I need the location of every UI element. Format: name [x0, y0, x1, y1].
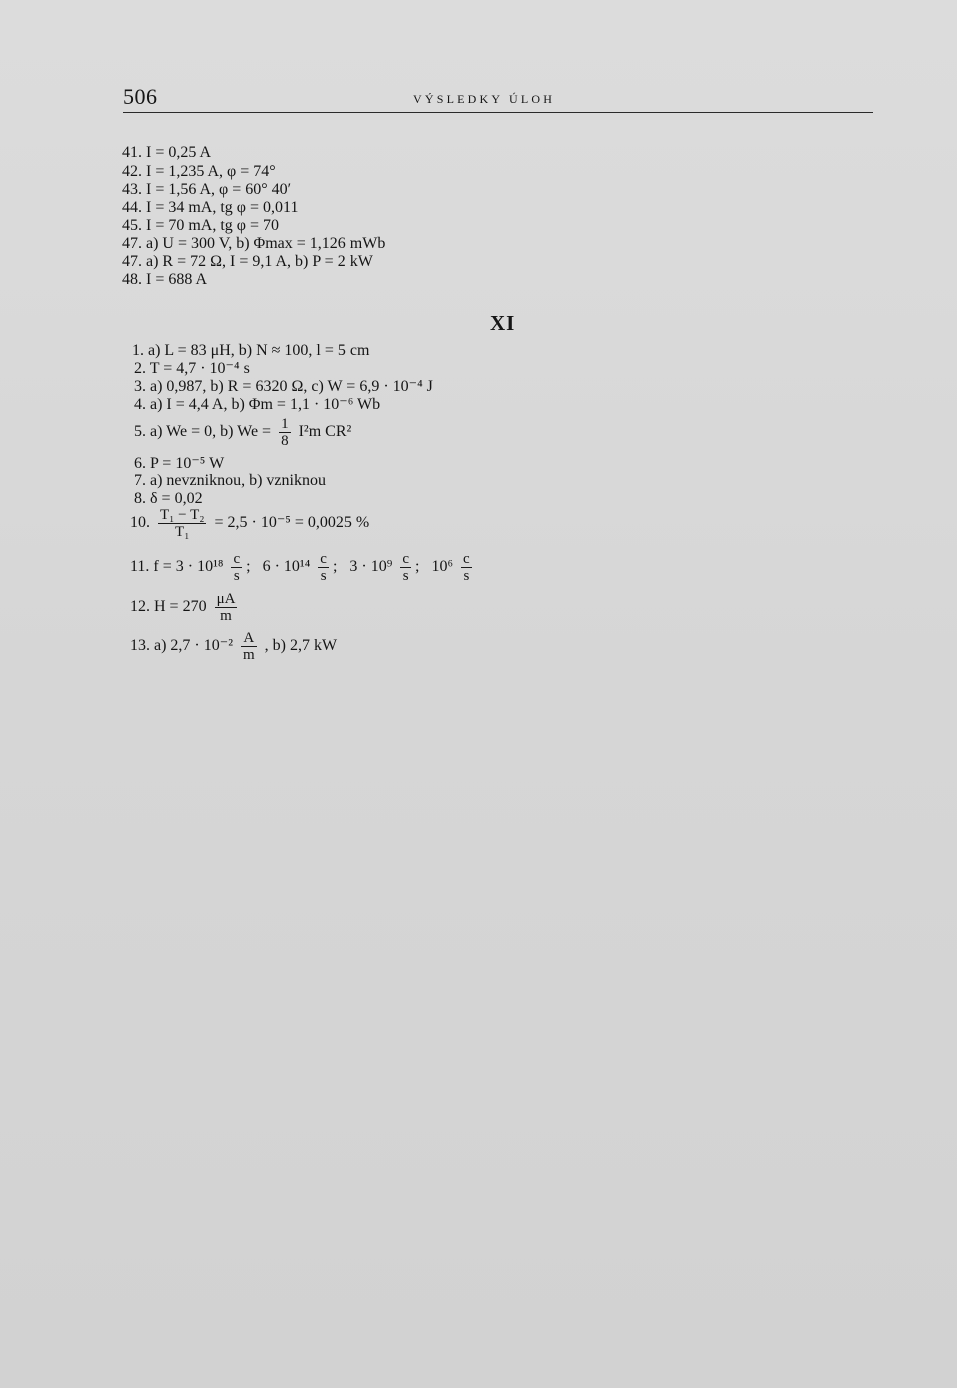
answer-part: 6 · 10¹⁴	[262, 558, 311, 576]
answer-line: 8. δ = 0,02	[134, 490, 203, 507]
answer-prefix: 12. H = 270	[130, 598, 207, 616]
answer-suffix: I²m CR²	[298, 423, 352, 441]
answer-prefix: 13. a) 2,7 · 10⁻²	[130, 637, 233, 655]
section-title: XI	[490, 311, 516, 335]
fraction-denominator: s	[402, 568, 409, 584]
header-rule	[123, 112, 873, 113]
page-header	[123, 84, 873, 114]
answer-line: 45. I = 70 mA, tg φ = 70	[122, 217, 280, 234]
fraction-denominator: T₁	[175, 524, 190, 540]
page-number: 506	[123, 84, 158, 109]
fraction	[215, 591, 238, 624]
fraction-numerator: T₁ − T₂	[160, 507, 205, 523]
fraction-denominator: m	[220, 608, 232, 624]
answer-suffix: = 2,5 · 10⁻⁵ = 0,0025 %	[214, 514, 370, 532]
answer-line-fraction	[130, 591, 241, 624]
answer-line: 47. a) R = 72 Ω, I = 9,1 A, b) P = 2 kW	[122, 253, 373, 270]
answer-part: 3 · 10⁹	[349, 558, 393, 576]
fraction	[231, 551, 242, 584]
answer-line: 44. I = 34 mA, tg φ = 0,011	[122, 199, 299, 216]
fraction-numerator: 1	[281, 416, 289, 432]
running-head: VÝSLEDKY ÚLOH	[413, 92, 556, 106]
fraction	[461, 551, 472, 584]
answer-line: 1. a) L = 83 μH, b) N ≈ 100, l = 5 cm	[132, 342, 370, 359]
fraction	[318, 551, 329, 584]
answer-line: 48. I = 688 A	[122, 271, 208, 288]
answer-part: 10⁶	[431, 558, 454, 576]
answer-line-fraction	[130, 630, 337, 663]
fraction	[279, 416, 291, 449]
fraction-numerator: μA	[216, 591, 236, 607]
fraction-denominator: m	[243, 647, 255, 663]
answer-line-fraction	[130, 551, 476, 584]
fraction-numerator: c	[233, 551, 241, 567]
answer-prefix: 11. f = 3 · 10¹⁸	[130, 558, 224, 576]
answer-prefix: 10.	[130, 514, 150, 532]
fraction	[400, 551, 411, 584]
separator: ;	[246, 558, 251, 576]
fraction	[241, 630, 257, 663]
answer-line: 41. I = 0,25 A	[122, 144, 212, 161]
answer-line: 47. a) U = 300 V, b) Φmax = 1,126 mWb	[122, 235, 386, 252]
fraction-denominator: 8	[281, 433, 289, 449]
fraction-denominator: s	[320, 568, 327, 584]
fraction-numerator: A	[241, 630, 257, 647]
separator: ;	[415, 558, 420, 576]
answer-line: 4. a) I = 4,4 A, b) Φm = 1,1 · 10⁻⁶ Wb	[134, 396, 381, 413]
answer-line: 2. T = 4,7 · 10⁻⁴ s	[134, 360, 250, 377]
separator: ;	[332, 558, 338, 576]
answer-line: 43. I = 1,56 A, φ = 60° 40′	[122, 181, 292, 198]
answer-line-fraction	[134, 416, 351, 449]
fraction-denominator: s	[233, 568, 240, 584]
fraction	[158, 507, 206, 540]
answer-line: 3. a) 0,987, b) R = 6320 Ω, c) W = 6,9 · 10⁻⁴ J	[134, 378, 433, 395]
fraction-denominator: s	[463, 568, 470, 584]
answer-line: 42. I = 1,235 A, φ = 74°	[122, 163, 276, 180]
answer-suffix: , b) 2,7 kW	[264, 637, 338, 655]
answer-line: 6. P = 10⁻⁵ W	[134, 455, 225, 472]
answer-prefix: 5. a) We = 0, b) We =	[134, 423, 272, 441]
fraction-numerator: c	[320, 551, 327, 567]
answer-line: 7. a) nevzniknou, b) vzniknou	[134, 472, 326, 489]
answer-line-fraction	[130, 507, 369, 540]
fraction-numerator: c	[463, 551, 470, 567]
fraction-numerator: c	[402, 551, 409, 567]
